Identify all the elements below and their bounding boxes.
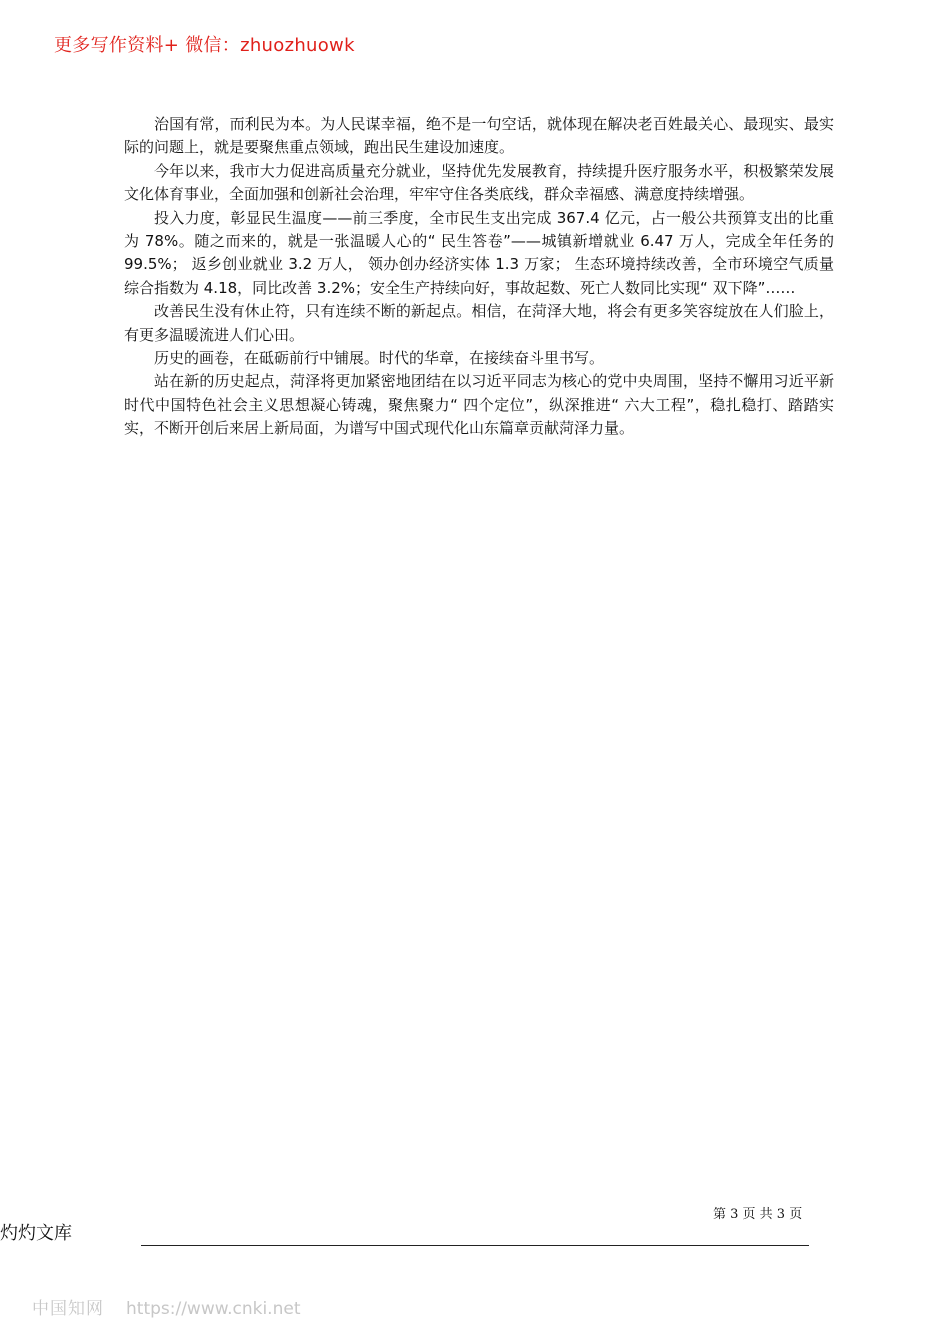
article-paragraph: 站在新的历史起点，菏泽将更加紧密地团结在以习近平同志为核心的党中央周围，坚持不懈用习近平新时代中国特色社会主义思想凝心铸魂，聚焦聚力“ 四个定位”，纵深推进“ 六大工程”，稳扎稳打、踏踏实实，不断开创后来居上新局面，为谱写中国式现代化山东篇章贡献菏泽力量。 bbox=[124, 372, 834, 438]
footer-divider bbox=[141, 1245, 809, 1246]
watermark-url: https://www.cnki.net bbox=[126, 1299, 301, 1319]
page-number: 第 3 页 共 3 页 bbox=[713, 1207, 803, 1222]
watermark-site-name: 中国知网 bbox=[32, 1299, 104, 1319]
article-paragraph: 历史的画卷，在砥砺前行中铺展。时代的华章，在接续奋斗里书写。 bbox=[154, 349, 605, 368]
article-body bbox=[124, 113, 834, 441]
article-paragraph: 改善民生没有休止符，只有连续不断的新起点。相信，在菏泽大地，将会有更多笑容绽放在人们脸上，有更多温暖流进人们心田。 bbox=[124, 302, 834, 344]
watermark bbox=[32, 1294, 300, 1319]
article-paragraph: 投入力度，彰显民生温度——前三季度，全市民生支出完成 367.4 亿元，占一般公共预算支出的比重为 78%。随之而来的，就是一张温暖人心的“ 民生答卷”——城镇新增就业 6.47 万人，完成全年任务的 99.5%； 返乡创业就业 3.2 万人， 领办创办经济实体 1.3 万家； 生态环境持续改善，全市环境空气质量综合指数为 4.18，同比改善 3.2%；安全生产持续向好，事故起数、死亡人数同比实现“ 双下降”…… bbox=[124, 208, 834, 297]
promo-banner: 更多写作资料+ 微信：zhuozhuowk bbox=[54, 35, 355, 56]
library-name: 灼灼文库 bbox=[0, 1223, 72, 1244]
article-paragraph: 今年以来，我市大力促进高质量充分就业，坚持优先发展教育，持续提升医疗服务水平，积极繁荣发展文化体育事业，全面加强和创新社会治理，牢牢守住各类底线，群众幸福感、满意度持续增强。 bbox=[124, 161, 834, 204]
article-paragraph: 治国有常，而利民为本。为人民谋幸福，绝不是一句空话，就体现在解决老百姓最关心、最现实、最实际的问题上，就是要聚焦重点领域，跑出民生建设加速度。 bbox=[124, 115, 834, 157]
